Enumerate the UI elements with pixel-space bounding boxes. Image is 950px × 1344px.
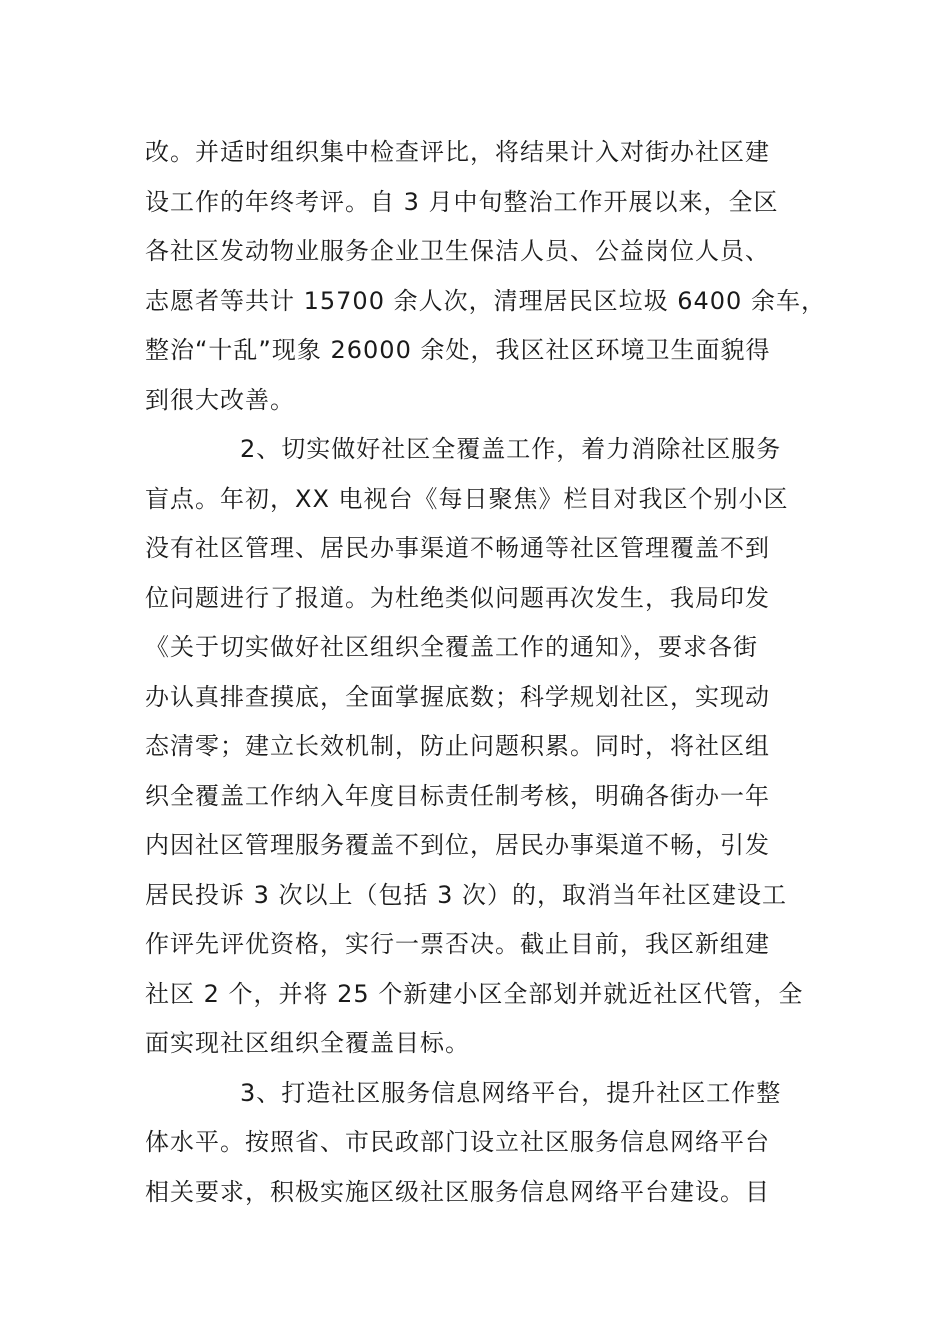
text-line: 社区 2 个，并将 25 个新建小区全部划并就近社区代管，全 bbox=[145, 979, 804, 1008]
document-body bbox=[145, 128, 826, 1217]
text-line: 改。并适时组织集中检查评比，将结果计入对街办社区建 bbox=[145, 138, 770, 166]
text-line: 整治“十乱”现象 26000 余处，我区社区环境卫生面貌得 bbox=[145, 336, 771, 364]
text-line: 相关要求，积极实施区级社区服务信息网络平台建设。目 bbox=[145, 1177, 770, 1206]
text-line: 位问题进行了报道。为杜绝类似问题再次发生，我局印发 bbox=[145, 583, 770, 612]
text-line: 作评先评优资格，实行一票否决。截止目前，我区新组建 bbox=[145, 930, 770, 958]
text-line: 志愿者等共计 15700 余人次，清理居民区垃圾 6400 余车， bbox=[145, 286, 826, 315]
text-line: 设工作的年终考评。自 3 月中旬整治工作开展以来，全区 bbox=[145, 187, 779, 216]
text-line: 办认真排查摸底，全面掌握底数；科学规划社区，实现动 bbox=[145, 682, 770, 711]
text-line: 体水平。按照省、市民政部门设立社区服务信息网络平台 bbox=[145, 1128, 770, 1156]
text-line: 到很大改善。 bbox=[145, 385, 295, 414]
text-line: 没有社区管理、居民办事渠道不畅通等社区管理覆盖不到 bbox=[145, 534, 770, 562]
text-line: 盲点。年初，XX 电视台《每日聚焦》栏目对我区个别小区 bbox=[145, 484, 789, 513]
text-line: 态清零；建立长效机制，防止问题积累。同时，将社区组 bbox=[145, 732, 770, 760]
text-line: 面实现社区组织全覆盖目标。 bbox=[145, 1029, 470, 1057]
text-line: 各社区发动物业服务企业卫生保洁人员、公益岗位人员、 bbox=[145, 237, 770, 265]
text-line: 居民投诉 3 次以上（包括 3 次）的，取消当年社区建设工 bbox=[145, 880, 788, 909]
section-heading-line: 3、打造社区服务信息网络平台，提升社区工作整 bbox=[240, 1078, 782, 1107]
text-line: 织全覆盖工作纳入年度目标责任制考核，明确各街办一年 bbox=[145, 781, 770, 810]
section-heading-line: 2、切实做好社区全覆盖工作，着力消除社区服务 bbox=[240, 435, 782, 463]
text-line: 内因社区管理服务覆盖不到位，居民办事渠道不畅，引发 bbox=[145, 831, 770, 859]
text-line: 《关于切实做好社区组织全覆盖工作的通知》，要求各街 bbox=[145, 633, 758, 661]
